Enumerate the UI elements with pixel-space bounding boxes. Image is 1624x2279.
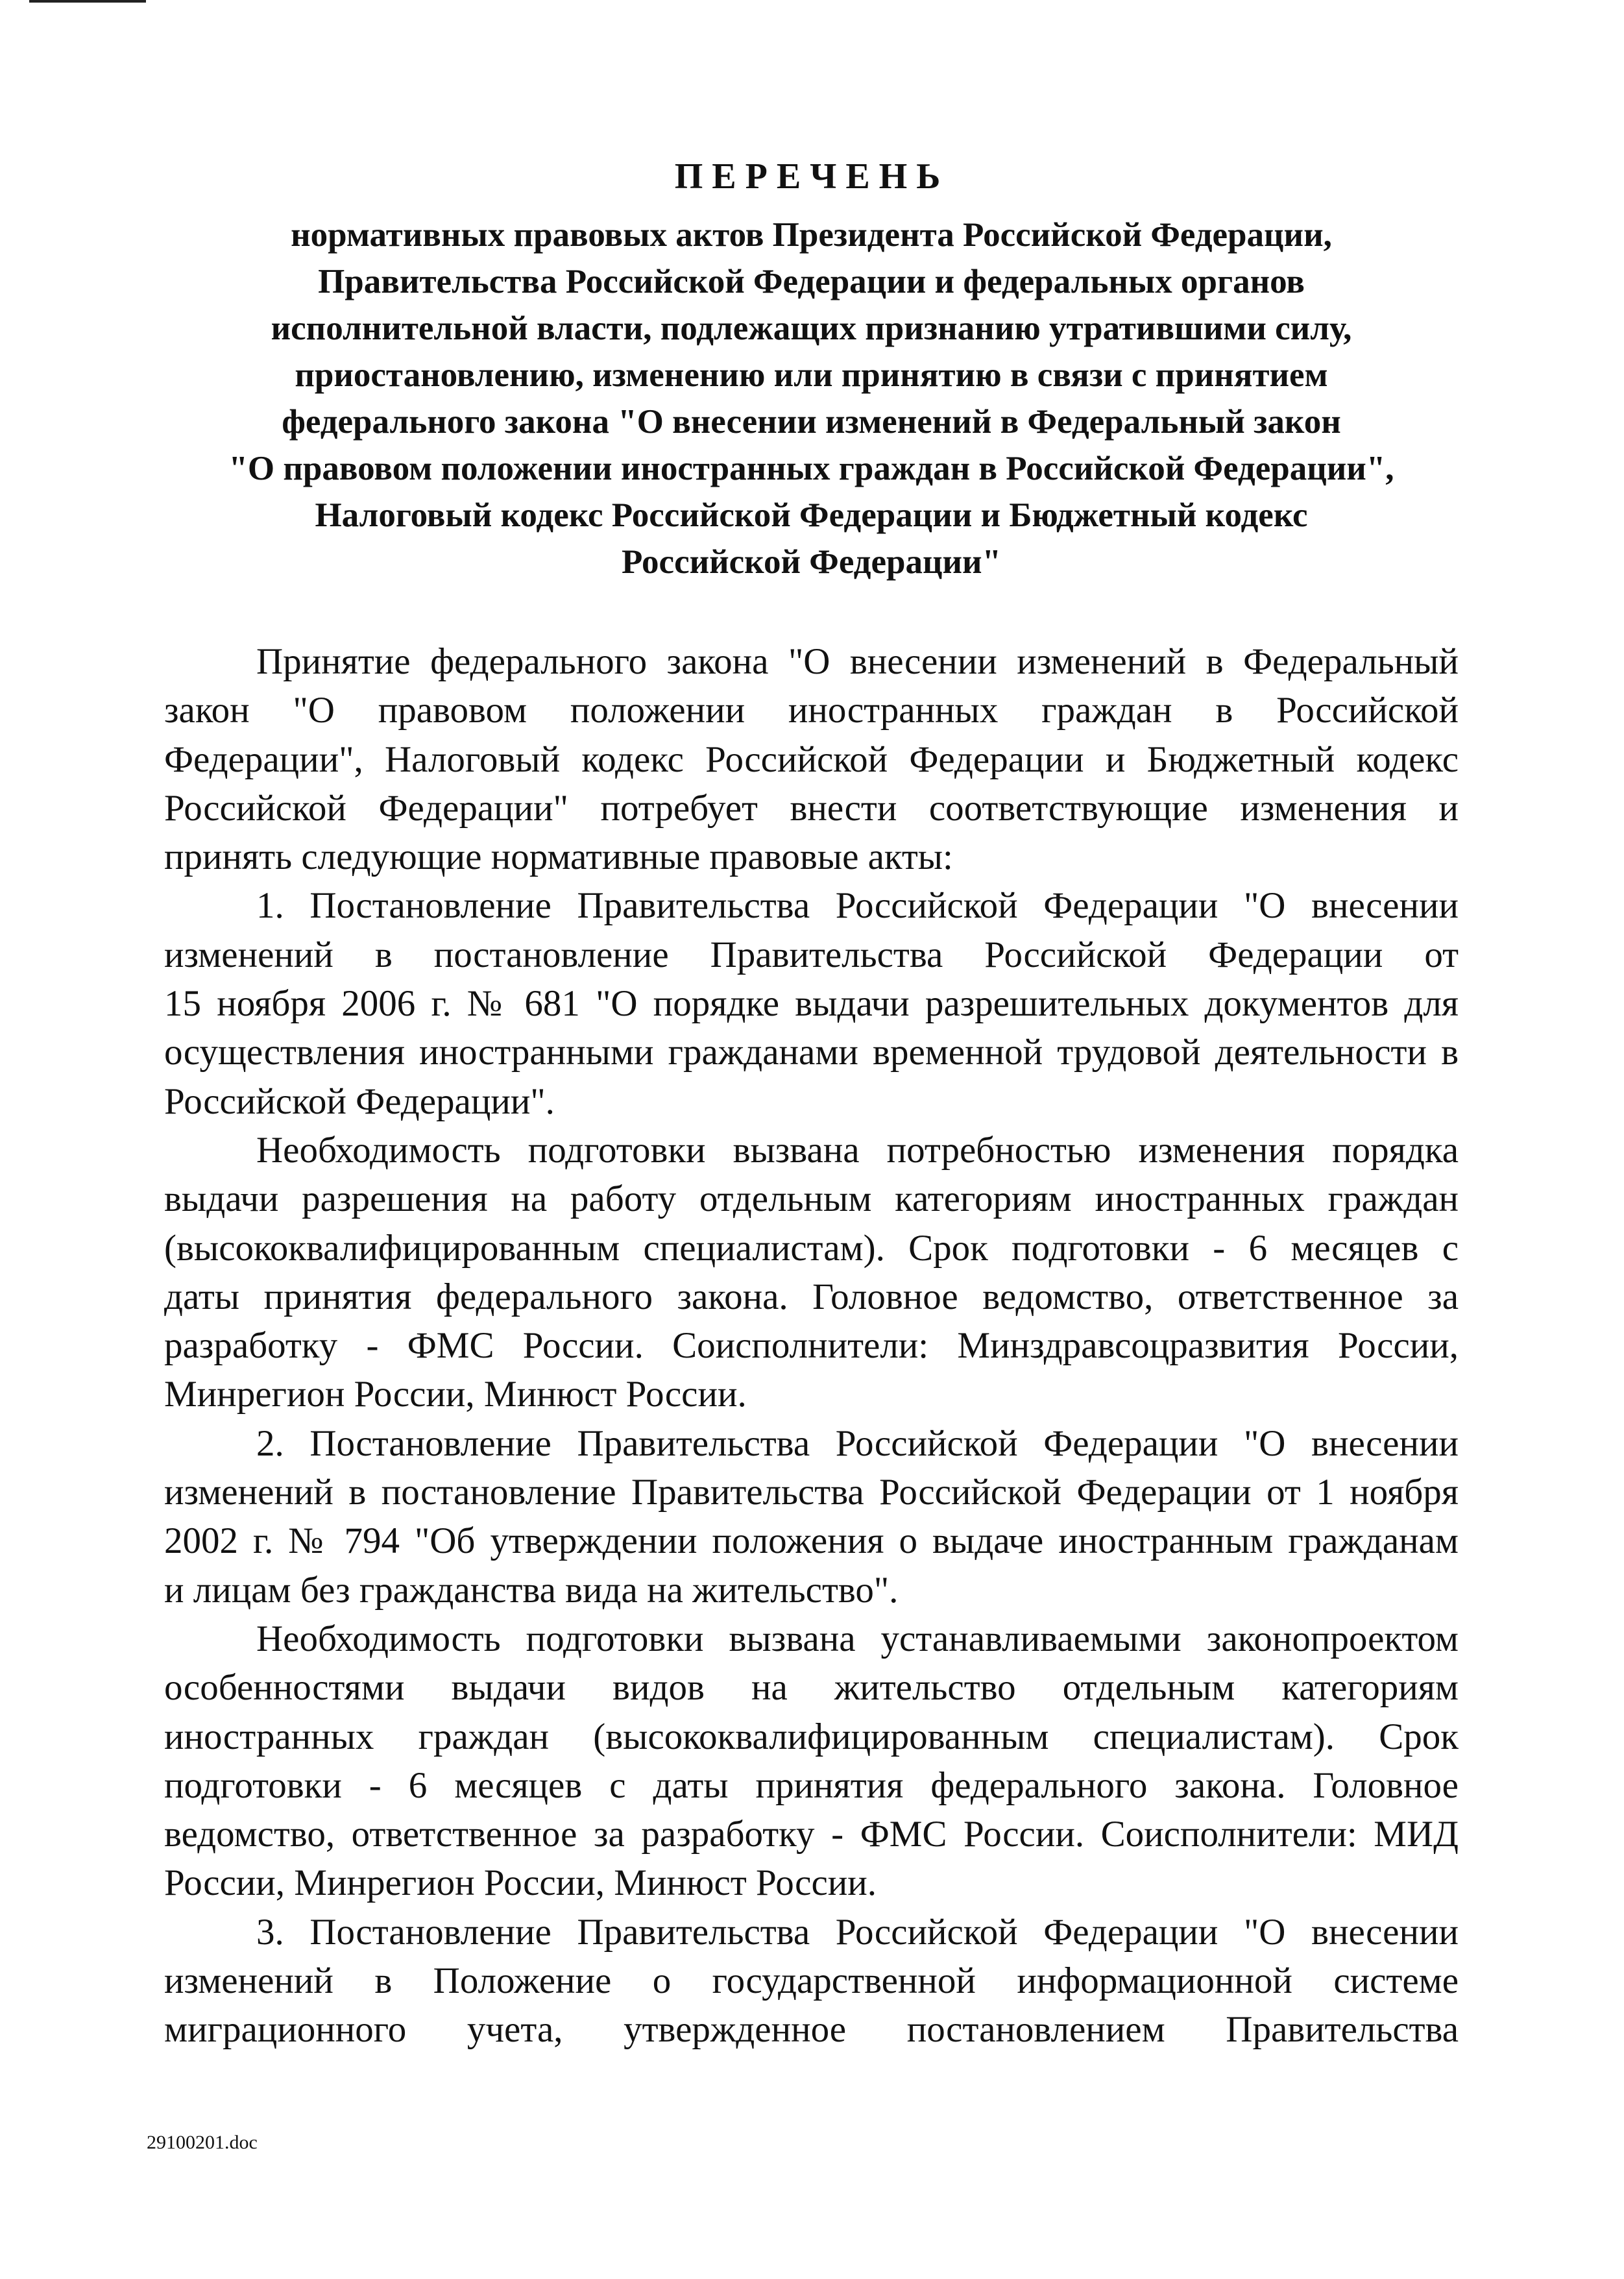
subtitle-line: исполнительной власти, подлежащих признанию утратившими силу, — [271, 310, 1352, 347]
text-line: Необходимость подготовки вызвана устанавливаемыми законопроектом — [256, 1618, 1459, 1659]
text-line: и лицам без гражданства вида на жительство". — [164, 1569, 899, 1611]
text-line: Принятие федерального закона "О внесении изменений в Федеральный — [256, 641, 1459, 682]
text-line: изменений в Положение о государственной информационной системе — [164, 1960, 1459, 2002]
text-line: осуществления иностранными гражданами временной трудовой деятельности в — [164, 1032, 1459, 1073]
document-body — [164, 637, 1459, 2054]
paragraph — [164, 1908, 1459, 2054]
text-line: Минрегион России, Минюст России. — [164, 1374, 747, 1415]
text-line: даты принятия федерального закона. Головное ведомство, ответственное за — [164, 1276, 1459, 1317]
document-subtitle — [164, 212, 1459, 585]
text-line: 1. Постановление Правительства Российской Федерации "О внесении — [256, 885, 1459, 927]
document-heading: ПЕРЕЧЕНЬ — [674, 156, 950, 197]
paragraph — [164, 637, 1459, 881]
text-line: Российской Федерации". — [164, 1080, 555, 1122]
text-line: иностранных граждан (высококвалифицированным специалистам). Срок — [164, 1716, 1459, 1757]
subtitle-line: "О правовом положении иностранных граждан в Российской Федерации", — [228, 450, 1394, 487]
text-line: особенностями выдачи видов на жительство отдельным категориям — [164, 1667, 1459, 1709]
text-line: выдачи разрешения на работу отдельным категориям иностранных граждан — [164, 1178, 1459, 1220]
text-line: изменений в постановление Правительства Российской Федерации от — [164, 934, 1459, 975]
text-line: ведомство, ответственное за разработку - ФМС России. Соисполнители: МИД — [164, 1814, 1459, 1855]
text-line: (высококвалифицированным специалистам). Срок подготовки - 6 месяцев с — [164, 1227, 1459, 1269]
text-line: подготовки - 6 месяцев с даты принятия федерального закона. Головное — [164, 1764, 1459, 1806]
text-line: Федерации", Налоговый кодекс Российской Федерации и Бюджетный кодекс — [164, 738, 1459, 780]
subtitle-line: Налоговый кодекс Российской Федерации и Бюджетный кодекс — [315, 496, 1308, 534]
text-line: миграционного учета, утвержденное постановлением Правительства — [164, 2009, 1459, 2051]
text-line: 2. Постановление Правительства Российской Федерации "О внесении — [256, 1422, 1459, 1464]
file-name-footer: 29100201.doc — [147, 2132, 258, 2153]
text-line: Российской Федерации" потребует внести соответствующие изменения и — [164, 787, 1459, 829]
paragraph — [164, 1126, 1459, 1419]
subtitle-line: федерального закона "О внесении изменений в Федеральный закон — [282, 403, 1341, 441]
subtitle-line: Российской Федерации" — [621, 543, 1002, 581]
text-line: закон "О правовом положении иностранных граждан в Российской — [164, 690, 1459, 731]
subtitle-line: приостановлению, изменению или принятию в связи с принятием — [295, 356, 1328, 394]
subtitle-line: Правительства Российской Федерации и федеральных органов — [318, 263, 1305, 300]
text-line: 15 ноября 2006 г. № 681 "О порядке выдачи разрешительных документов для — [164, 983, 1459, 1025]
text-line: Необходимость подготовки вызвана потребностью изменения порядка — [256, 1129, 1459, 1171]
paragraph — [164, 1419, 1459, 1615]
text-line: принять следующие нормативные правовые акты: — [164, 836, 953, 878]
text-line: России, Минрегион России, Минюст России. — [164, 1862, 877, 1904]
text-line: изменений в постановление Правительства Российской Федерации от 1 ноября — [164, 1472, 1459, 1513]
text-line: 2002 г. № 794 "Об утверждении положения о выдаче иностранным гражданам — [164, 1520, 1459, 1562]
text-line: 3. Постановление Правительства Российской Федерации "О внесении — [256, 1911, 1459, 1953]
scan-edge-mark — [29, 0, 146, 3]
subtitle-line: нормативных правовых актов Президента Российской Федерации, — [291, 216, 1332, 254]
paragraph — [164, 1615, 1459, 1908]
text-line: разработку - ФМС России. Соисполнители: Минздравсоцразвития России, — [164, 1325, 1459, 1367]
paragraph — [164, 881, 1459, 1125]
